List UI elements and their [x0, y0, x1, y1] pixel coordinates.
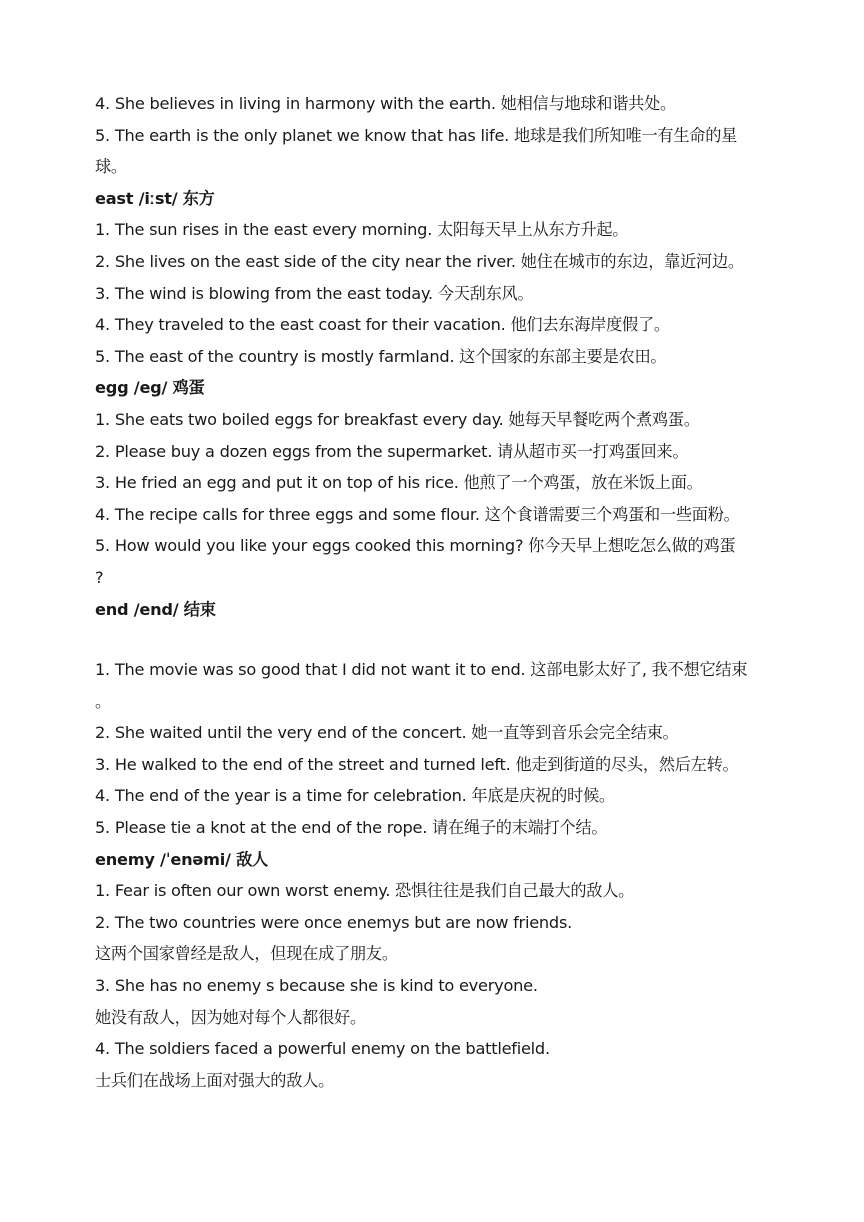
headword-enemy: enemy /ˈenəmi/ 敌人	[95, 849, 268, 869]
sentence-egg-5-continued: ?	[95, 567, 104, 587]
sentence-earth-4: 4. She believes in living in harmony with the earth. 她相信与地球和谐共处。	[95, 94, 676, 113]
sentence-earth-5-continued: 球。	[95, 157, 127, 177]
sentence-egg-1: 1. She eats two boiled eggs for breakfast every day. 她每天早餐吃两个煮鸡蛋。	[95, 409, 700, 429]
sentence-east-4: 4. They traveled to the east coast for their vacation. 他们去东海岸度假了。	[95, 315, 670, 335]
sentence-enemy-4: 4. The soldiers faced a powerful enemy on the battlefield.	[95, 1039, 550, 1059]
sentence-egg-2: 2. Please buy a dozen eggs from the supermarket. 请从超市买一打鸡蛋回来。	[95, 441, 689, 461]
sentence-enemy-1: 1. Fear is often our own worst enemy. 恐惧往往是我们自己最大的敌人。	[95, 881, 635, 901]
sentence-egg-5: 5. How would you like your eggs cooked this morning? 你今天早上想吃怎么做的鸡蛋	[95, 536, 736, 556]
sentence-end-5: 5. Please tie a knot at the end of the rope. 请在绳子的末端打个结。	[95, 818, 608, 838]
sentence-end-1-continued: 。	[95, 691, 111, 711]
sentence-earth-5: 5. The earth is the only planet we know that has life. 地球是我们所知唯一有生命的星	[95, 125, 738, 145]
sentence-end-3: 3. He walked to the end of the street and turned left. 他走到街道的尽头，然后左转。	[95, 754, 739, 774]
sentence-enemy-3: 3. She has no enemy s because she is kind to everyone.	[95, 976, 538, 996]
sentence-east-1: 1. The sun rises in the east every morning. 太阳每天早上从东方升起。	[95, 220, 629, 240]
sentence-end-4: 4. The end of the year is a time for celebration. 年底是庆祝的时候。	[95, 786, 615, 806]
headword-east: east /iːst/ 东方	[95, 188, 215, 208]
translation-enemy-2: 这两个国家曾经是敌人，但现在成了朋友。	[95, 944, 398, 964]
headword-egg: egg /eg/ 鸡蛋	[95, 378, 205, 398]
sentence-egg-3: 3. He fried an egg and put it on top of his rice. 他煎了一个鸡蛋，放在米饭上面。	[95, 473, 703, 493]
sentence-end-2: 2. She waited until the very end of the concert. 她一直等到音乐会完全结束。	[95, 723, 679, 743]
sentence-east-3: 3. The wind is blowing from the east today. 今天刮东风。	[95, 283, 534, 303]
translation-enemy-4: 士兵们在战场上面对强大的敌人。	[95, 1070, 335, 1090]
document-page	[95, 88, 785, 1096]
headword-end: end /end/ 结束	[95, 599, 216, 619]
sentence-enemy-2: 2. The two countries were once enemys but are now friends.	[95, 912, 573, 932]
blank-line	[95, 625, 785, 654]
sentence-end-1: 1. The movie was so good that I did not want it to end. 这部电影太好了, 我不想它结束	[95, 660, 748, 680]
sentence-east-2: 2. She lives on the east side of the city near the river. 她住在城市的东边，靠近河边。	[95, 251, 744, 271]
sentence-east-5: 5. The east of the country is mostly farmland. 这个国家的东部主要是农田。	[95, 346, 667, 366]
translation-enemy-3: 她没有敌人，因为她对每个人都很好。	[95, 1007, 366, 1027]
sentence-egg-4: 4. The recipe calls for three eggs and some flour. 这个食谱需要三个鸡蛋和一些面粉。	[95, 504, 740, 524]
